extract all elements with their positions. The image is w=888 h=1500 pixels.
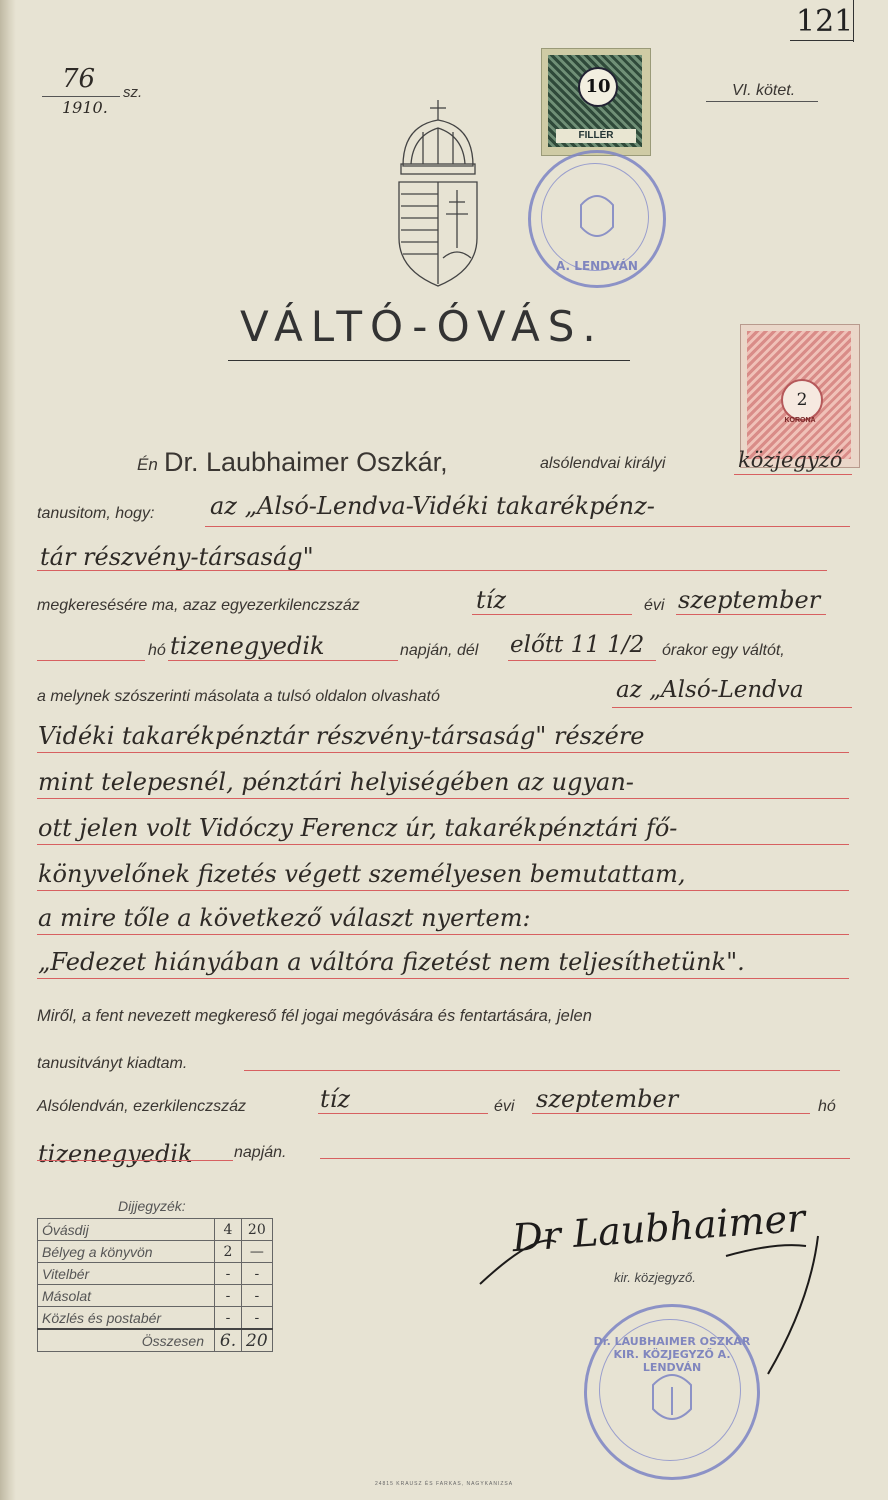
l14-text: tanusitványt kiadtam. xyxy=(37,1055,188,1072)
l4-mid: évi xyxy=(644,597,665,614)
l15-month: szeptember xyxy=(536,1085,679,1113)
page-number: 121 xyxy=(796,4,854,39)
l1-place: alsólendvai királyi xyxy=(540,455,666,472)
fee-korona: - xyxy=(215,1285,242,1307)
l2-handwriting: az „Alsó-Lendva-Vidéki takarékpénz- xyxy=(210,492,655,520)
fee-label: Bélyeg a könyvön xyxy=(38,1241,215,1263)
fee-filler: - xyxy=(242,1307,273,1330)
number-suffix: sz. xyxy=(123,84,143,101)
l5-line-1 xyxy=(168,660,398,661)
l12-line xyxy=(37,978,849,979)
fee-stamp-2-value: 2 xyxy=(781,379,823,421)
l2-line xyxy=(205,526,850,527)
fee-total-label: Összesen xyxy=(38,1329,215,1352)
fee-korona: - xyxy=(215,1263,242,1285)
fee-table xyxy=(37,1218,273,1352)
fee-stamp-10-filler xyxy=(541,48,651,156)
l11-line xyxy=(37,934,849,935)
l16-line-2 xyxy=(320,1158,850,1159)
l15-line-1 xyxy=(318,1113,488,1114)
l4-line-1 xyxy=(472,614,632,615)
fee-table-title: Dijjegyzék: xyxy=(118,1198,186,1214)
l6-prefix: a melynek szószerinti másolata a tulsó oldalon olvasható xyxy=(37,688,440,705)
fee-row xyxy=(38,1219,273,1241)
l5-mid: napján, dél xyxy=(400,642,479,659)
l4-year: tíz xyxy=(476,586,506,614)
l15-year: tíz xyxy=(320,1085,350,1113)
fee-korona: - xyxy=(215,1307,242,1330)
fee-total-row xyxy=(38,1329,273,1352)
fee-filler: 20 xyxy=(242,1219,273,1241)
l8-handwriting: mint telepesnél, pénztári helyiségében az ugyan- xyxy=(38,768,634,796)
fee-row xyxy=(38,1263,273,1285)
l13-text: Miről, a fent nevezett megkereső fél jogai megóvására és fentartására, jelen xyxy=(37,1007,592,1025)
notary-seal-top xyxy=(528,150,666,288)
seal-crest-icon xyxy=(647,1365,697,1431)
l6-handwriting: az „Alsó-Lendva xyxy=(616,677,804,703)
page-number-underline xyxy=(790,40,854,41)
l12-handwriting: „Fedezet hiányában a váltóra fizetést nem teljesíthetünk". xyxy=(38,948,745,976)
l9-handwriting: ott jelen volt Vidóczy Ferencz úr, takarékpénztári fő- xyxy=(38,814,678,842)
seal-text: Dr. LAUBHAIMER OSZKÁR KIR. KÖZJEGYZŐ A. LENDVÁN xyxy=(593,1335,751,1374)
l9-line xyxy=(37,844,849,845)
volume-label: VI. kötet. xyxy=(732,82,796,99)
fee-stamp-2-korona xyxy=(740,324,860,468)
document-year: 1910. xyxy=(62,98,108,117)
l15-mid: évi xyxy=(494,1098,515,1115)
seal-crest-icon xyxy=(575,187,619,247)
volume-line xyxy=(706,101,818,102)
l16-post: napján. xyxy=(234,1144,287,1161)
l3-line xyxy=(37,570,827,571)
fee-total-korona: 6. xyxy=(215,1329,242,1352)
coat-of-arms-icon xyxy=(383,98,493,288)
l4-month: szeptember xyxy=(678,586,821,614)
printer-footer: 24815 KRAUSZ ÉS FARKAS, NAGYKANIZSA xyxy=(374,1481,514,1487)
fee-filler: - xyxy=(242,1263,273,1285)
l7-handwriting: Vidéki takarékpénztár részvény-társaság" részére xyxy=(38,722,645,750)
fee-stamp-2-unit: KORONA xyxy=(784,417,816,424)
l4-prefix: megkeresésére ma, azaz egyezerkilenczszáz xyxy=(37,597,360,614)
l4-line-2 xyxy=(676,614,826,615)
l5-pre: hó xyxy=(148,642,166,659)
fee-stamp-1-value: 10 xyxy=(578,67,618,107)
document-title: VÁLTÓ-ÓVÁS. xyxy=(240,302,604,351)
fee-row xyxy=(38,1241,273,1263)
number-line xyxy=(42,96,120,97)
l1-en: Én xyxy=(137,455,158,474)
l8-line xyxy=(37,798,849,799)
l1-line xyxy=(734,474,852,475)
page-number-rule xyxy=(853,0,854,42)
l6-line xyxy=(612,707,852,708)
fee-label: Közlés és postabér xyxy=(38,1307,215,1330)
l2-prefix: tanusitom, hogy: xyxy=(37,505,155,522)
signature-role: kir. közjegyző. xyxy=(614,1270,696,1285)
l16-day: tizenegyedik xyxy=(38,1140,193,1168)
title-underline xyxy=(228,360,630,361)
fee-label: Másolat xyxy=(38,1285,215,1307)
fee-filler: - xyxy=(242,1285,273,1307)
l5-day: tizenegyedik xyxy=(170,632,325,660)
fee-korona: 2 xyxy=(215,1241,242,1263)
l5-line-2 xyxy=(508,660,656,661)
fee-total-filler: 20 xyxy=(242,1329,273,1352)
l5-post: órakor egy váltót, xyxy=(662,642,785,659)
fee-label: Vitelbér xyxy=(38,1263,215,1285)
document-number: 76 xyxy=(62,64,96,94)
l11-handwriting: a mire tőle a következő választ nyertem: xyxy=(38,904,531,932)
fee-row xyxy=(38,1285,273,1307)
fee-filler: — xyxy=(242,1241,273,1263)
l16-line-1 xyxy=(37,1160,233,1161)
seal-top-city: A. LENDVÁN xyxy=(556,259,638,273)
l5-time: előtt 11 1/2 xyxy=(510,632,645,658)
notary-signature: Dr Laubhaimer xyxy=(510,1195,807,1261)
l14-line xyxy=(244,1070,840,1071)
l1-handwriting: közjegyző xyxy=(738,448,843,472)
notary-name: Dr. Laubhaimer Oszkár, xyxy=(164,447,448,477)
fee-row xyxy=(38,1307,273,1330)
l3-handwriting: tár részvény-társaság" xyxy=(40,543,314,571)
l10-handwriting: könyvelőnek fizetés végett személyesen bemutattam, xyxy=(38,860,686,888)
l5-line-0 xyxy=(37,660,145,661)
l15-post: hó xyxy=(818,1098,836,1115)
fee-label: Óvásdij xyxy=(38,1219,215,1241)
l7-line xyxy=(37,752,849,753)
fee-korona: 4 xyxy=(215,1219,242,1241)
l10-line xyxy=(37,890,849,891)
fee-stamp-1-unit: FILLÉR xyxy=(556,129,636,143)
l15-prefix: Alsólendván, ezerkilenczszáz xyxy=(37,1098,246,1115)
notary-seal-bottom xyxy=(584,1304,760,1480)
page-binding-edge xyxy=(0,0,16,1500)
l15-line-2 xyxy=(532,1113,810,1114)
